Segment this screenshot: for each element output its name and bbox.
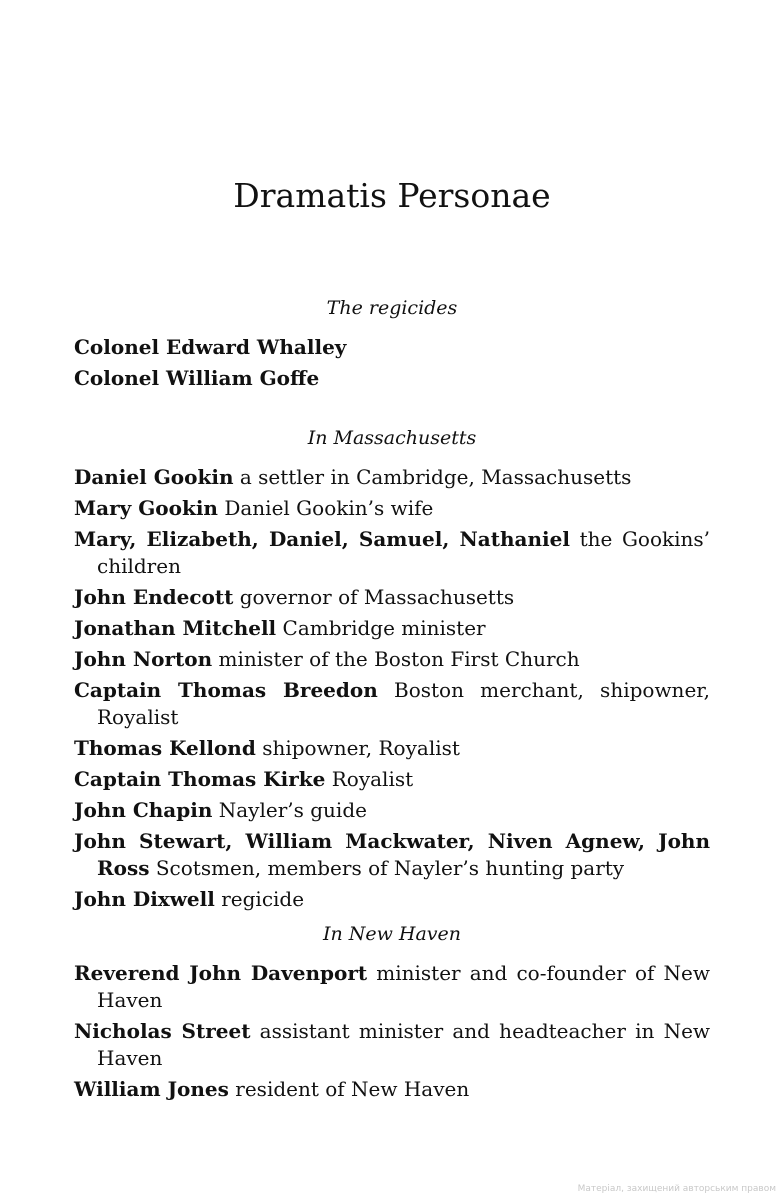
character-name: Captain Thomas Kirke xyxy=(74,767,326,791)
character-name: Jonathan Mitchell xyxy=(74,616,277,640)
section-heading: The regicides xyxy=(326,297,458,319)
character-description: Royalist xyxy=(331,767,414,791)
character-description: Boston merchant, shipowner, Royalist xyxy=(97,678,710,729)
character-name: John Dixwell xyxy=(74,887,215,911)
character-name: John Endecott xyxy=(74,585,234,609)
character-description: resident of New Haven xyxy=(235,1077,470,1101)
section-massachusetts xyxy=(74,426,710,917)
character-name: Colonel Edward Whalley xyxy=(74,335,347,359)
character-name: John Stewart, William Mackwater, Niven Agnew, John Ross xyxy=(74,829,710,880)
character-description: Nayler’s guide xyxy=(218,798,367,822)
character-description: Cambridge minister xyxy=(282,616,486,640)
section-heading: In Massachusetts xyxy=(307,427,477,449)
character-entry xyxy=(74,1076,710,1103)
character-description: a settler in Cambridge, Massachusetts xyxy=(239,465,632,489)
character-entry xyxy=(74,495,710,522)
character-entry xyxy=(74,365,710,392)
character-entry xyxy=(74,646,710,673)
character-name: Thomas Kellond xyxy=(74,736,256,760)
page-title: Dramatis Personae xyxy=(233,176,551,215)
character-entry xyxy=(74,735,710,762)
character-description: Daniel Gookin’s wife xyxy=(224,496,434,520)
character-entry xyxy=(74,334,710,361)
character-entry xyxy=(74,766,710,793)
character-description: governor of Massachusetts xyxy=(239,585,515,609)
character-entry xyxy=(74,828,710,882)
character-entry xyxy=(74,615,710,642)
section-regicides xyxy=(74,296,710,396)
section-new-haven xyxy=(74,922,710,1107)
character-name: John Norton xyxy=(74,647,213,671)
character-entry xyxy=(74,526,710,580)
section-heading: In New Haven xyxy=(322,923,462,945)
character-entry xyxy=(74,677,710,731)
copyright-watermark: Матеріал, захищений авторським правом xyxy=(577,1184,776,1194)
character-name: Mary Gookin xyxy=(74,496,218,520)
character-name: John Chapin xyxy=(74,798,213,822)
character-description: Scotsmen, members of Nayler’s hunting party xyxy=(155,856,625,880)
character-name: Daniel Gookin xyxy=(74,465,234,489)
character-entry xyxy=(74,960,710,1014)
character-description: minister and co-founder of New Haven xyxy=(97,961,711,1012)
character-name: Mary, Elizabeth, Daniel, Samuel, Nathaniel xyxy=(74,527,570,551)
character-description: minister of the Boston First Church xyxy=(218,647,580,671)
character-entry xyxy=(74,797,710,824)
character-description: the Gookins’ children xyxy=(97,527,711,578)
character-name: William Jones xyxy=(74,1077,229,1101)
character-name: Nicholas Street xyxy=(74,1019,251,1043)
character-name: Captain Thomas Breedon xyxy=(74,678,378,702)
character-description: regicide xyxy=(221,887,305,911)
character-name: Reverend John Davenport xyxy=(74,961,368,985)
character-name: Colonel William Goffe xyxy=(74,366,320,390)
character-entry xyxy=(74,1018,710,1072)
character-entry xyxy=(74,464,710,491)
character-entry xyxy=(74,886,710,913)
character-description: shipowner, Royalist xyxy=(262,736,460,760)
character-entry xyxy=(74,584,710,611)
character-description: assistant minister and headteacher in New Haven xyxy=(97,1019,711,1070)
